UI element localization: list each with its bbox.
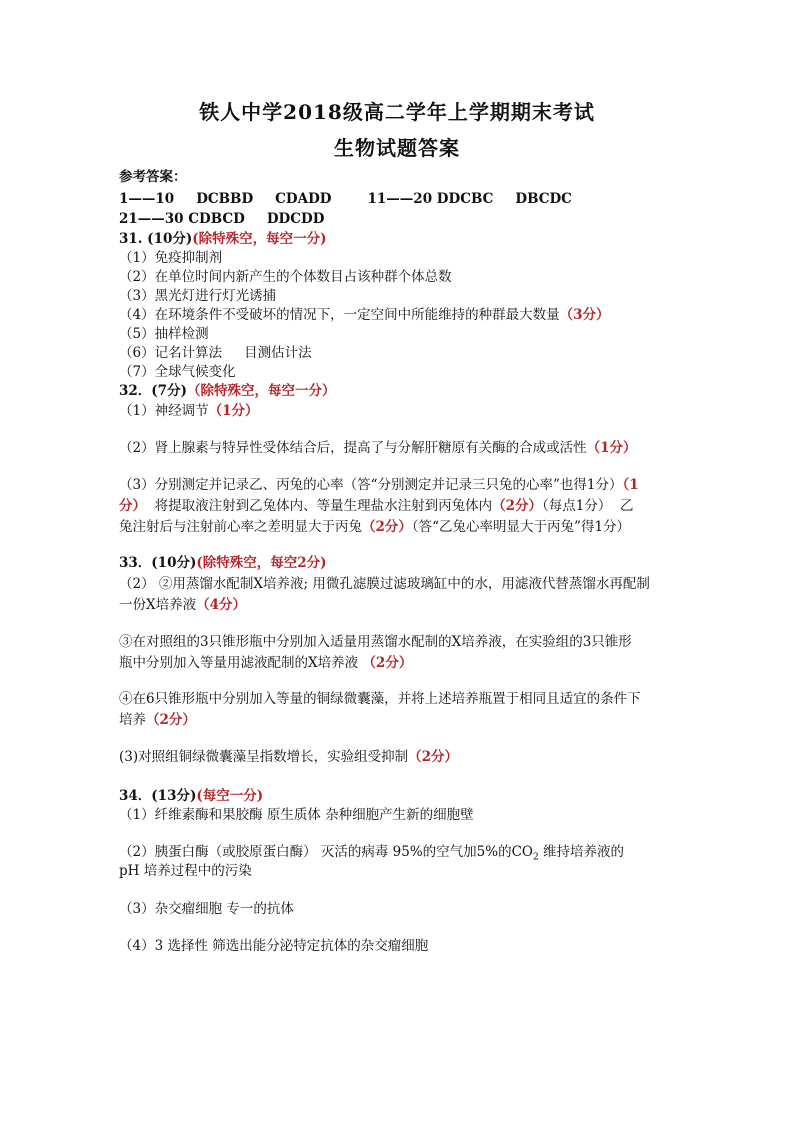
q33-number: 33．(10分) xyxy=(119,555,197,571)
q32-number: 32．(7分) xyxy=(119,383,187,399)
q32-answer-3-score-3: （2分） xyxy=(362,519,412,535)
q32-answer-3-score-1a: （1 xyxy=(622,477,639,493)
q33-heading xyxy=(119,554,679,573)
q32-heading xyxy=(119,382,679,401)
q32-answer-1 xyxy=(119,402,679,421)
q33-answer-3-line-2 xyxy=(119,654,679,673)
q34-answer-2-text-a: （2）胰蛋白酶（或胶原蛋白酶） 灭活的病毒 95%的空气加5%的CO xyxy=(119,844,533,860)
q31-answer-5: （5）抽样检测 xyxy=(119,326,209,342)
q34-heading xyxy=(119,787,679,806)
q33-answer-4-text-b: 培养 xyxy=(119,712,146,728)
q33-answer-2-text-b: 一份X培养液 xyxy=(119,597,197,613)
q32-answer-1-score: （1分） xyxy=(208,403,259,419)
page-subtitle: 生物试题答案 xyxy=(334,136,460,160)
q31-note: (除特殊空，每空一分) xyxy=(192,231,327,247)
q32-answer-3-text-c: （每点1分） xyxy=(542,498,612,514)
q34-answer-1: （1）纤维素酶和果胶酶 原生质体 杂种细胞产生新的细胞壁 xyxy=(119,807,474,823)
q32-note: （除特殊空，每空一分） xyxy=(186,383,336,399)
q33-answer-5-text: (3)对照组铜绿微囊藻呈指数增长，实验组受抑制 xyxy=(119,749,409,765)
q33-answer-5 xyxy=(119,748,679,767)
q33-answer-3-text-b: 瓶中分别加入等量用滤液配制的X培养液 xyxy=(119,655,359,671)
q32-answer-3-text-d: 乙 xyxy=(619,498,634,514)
q32-answer-3-score-1b: 分） xyxy=(119,498,146,514)
q31-answer-6a: （6）记名计算法 xyxy=(119,345,223,361)
q34-note: (每空一分) xyxy=(196,788,264,804)
q31-number: 31. (10分) xyxy=(119,231,193,247)
mcq-label: 参考答案： xyxy=(119,169,187,185)
q32-answer-3-text-a: （3）分别测定并记录乙、丙兔的心率（答“分别测定并记录三只兔的心率”也得1分） xyxy=(119,477,623,493)
q31-answer-7: （7）全球气候变化 xyxy=(119,364,236,380)
q33-answer-4-line-1: ④在6只锥形瓶中分别加入等量的铜绿微囊藻，并将上述培养瓶置于相同且适宜的条件下 xyxy=(119,691,641,707)
page-title: 铁人中学2018级高二学年上学期期末考试 xyxy=(199,100,595,124)
q32-answer-2 xyxy=(119,439,679,458)
q32-answer-1-text: （1）神经调节 xyxy=(119,403,209,419)
q33-answer-3-line-1: ③在对照组的3只锥形瓶中分别加入适量用蒸馏水配制的X培养液，在实验组的3只锥形 xyxy=(119,634,632,650)
q32-answer-2-score: （1分） xyxy=(586,440,637,456)
q34-number: 34．(13分) xyxy=(119,788,197,804)
q34-answer-4: （4）3 选择性 筛选出能分泌特定抗体的杂交瘤细胞 xyxy=(119,938,429,954)
mcq-range-3: 21——30 CDBCD xyxy=(119,211,245,227)
q34-answer-2-text-b: 维持培养液的 xyxy=(538,844,625,860)
q33-answer-2-line-2 xyxy=(119,596,679,615)
q31-answer-4-score: （3分） xyxy=(559,307,610,323)
q32-answer-3-text-b: 将提取液注射到乙兔体内、等量生理盐水注射到丙兔体内 xyxy=(154,498,493,514)
q31-answer-6 xyxy=(119,344,679,363)
mcq-ans-4: DDCDD xyxy=(266,211,325,227)
q31-answer-4 xyxy=(119,306,679,325)
q32-answer-3-score-2: （2分） xyxy=(492,498,542,514)
q34-answer-2-line-2: pH 培养过程中的污染 xyxy=(119,863,252,879)
q34-answer-3: （3）杂交瘤细胞 专一的抗体 xyxy=(119,901,294,917)
q33-answer-3-score: （2分） xyxy=(362,655,413,671)
q32-answer-3-line-2 xyxy=(119,497,679,516)
q33-answer-5-score: （2分） xyxy=(408,749,459,765)
mcq-ans-2: CDADD xyxy=(275,191,332,207)
q32-answer-3-line-3 xyxy=(119,518,679,537)
q32-answer-3-text-e: 兔注射后与注射前心率之差明显大于丙兔 xyxy=(119,519,362,535)
q32-answer-2-text: （2）肾上腺素与特异性受体结合后，提高了与分解肝糖原有关酶的合成或活性 xyxy=(119,440,587,456)
mcq-ans-1: DCBBD xyxy=(196,191,254,207)
mcq-row-2 xyxy=(119,210,679,229)
q32-answer-3-text-f: （答“乙兔心率明显大于丙兔”得1分） xyxy=(411,519,631,535)
q31-answer-4-text: （4）在环境条件不受破坏的情况下，一定空间中所能维持的种群最大数量 xyxy=(119,307,560,323)
q32-answer-3-line-1 xyxy=(119,476,679,495)
q31-answer-6b: 目测估计法 xyxy=(244,345,312,361)
q31-answer-2: （2）在单位时间内新产生的个体数目占该种群个体总数 xyxy=(119,269,452,285)
q33-answer-4-score: （2分） xyxy=(146,712,196,728)
q34-answer-2-subscript: 2 xyxy=(533,852,539,863)
q31-answer-3: （3）黑光灯进行灯光诱捕 xyxy=(119,288,277,304)
mcq-range-2: 11——20 DDCBC xyxy=(367,191,494,207)
q31-answer-1: （1）免疫抑制剂 xyxy=(119,250,223,266)
q33-note: (除特殊空，每空2分) xyxy=(196,555,327,571)
mcq-row-1 xyxy=(119,190,679,209)
q33-answer-2-line-1: （2） ②用蒸馏水配制X培养液; 用微孔滤膜过滤玻璃缸中的水，用滤液代替蒸馏水再配制 xyxy=(119,576,650,592)
q33-answer-2-score: （4分） xyxy=(196,597,247,613)
mcq-ans-3: DBCDC xyxy=(515,191,572,207)
mcq-range-1: 1——10 xyxy=(119,191,175,207)
q31-heading xyxy=(119,230,679,249)
q33-answer-4-line-2 xyxy=(119,711,679,730)
